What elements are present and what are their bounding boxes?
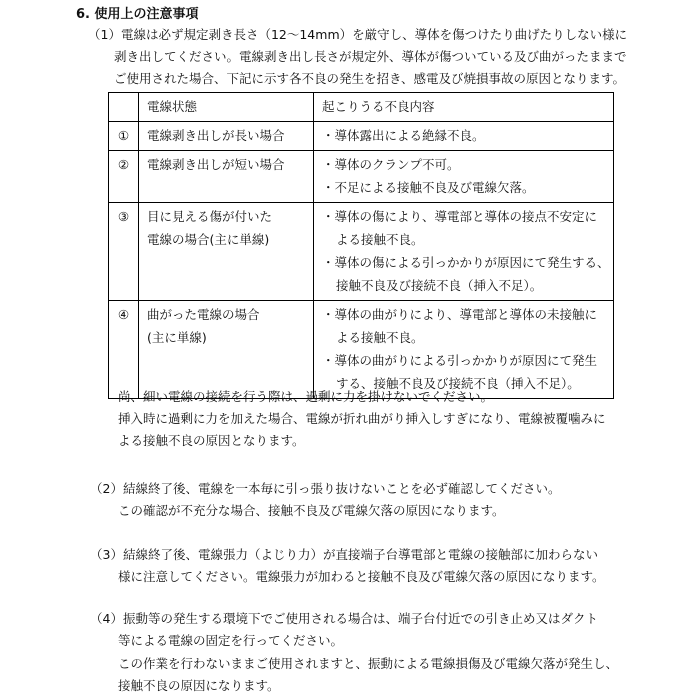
defect-line: ・導体の曲がりによる引っかかりが原因にて発生 xyxy=(322,353,598,368)
intro-line: 剥き出してください。電線剥き出し長さが規定外、導体が傷ついている及び曲がったままで xyxy=(114,49,627,64)
item-line: （3）結線終了後、電線張力（よじり力）が直接端子台導電部と電線の接触部に加わらない xyxy=(90,547,598,562)
wire-state-line: 電線剥き出しが短い場合 xyxy=(147,157,285,172)
intro-line: ご使用された場合、下記に示す各不良の発生を招き、感電及び焼損事故の原因となります。 xyxy=(114,71,626,86)
table-row xyxy=(109,122,614,151)
wire-state-line: 目に見える傷が付いた xyxy=(147,209,273,224)
defect-line-continued: 接触不良及び接続不良（挿入不足）。 xyxy=(336,278,543,293)
item-line: 等による電線の固定を行ってください。 xyxy=(118,633,344,648)
wire-state-cell xyxy=(139,151,314,203)
defect-table xyxy=(108,92,614,399)
table-row xyxy=(109,151,614,203)
row-number: ① xyxy=(109,122,139,151)
row-number: ④ xyxy=(109,301,139,399)
wire-state-cell xyxy=(139,122,314,151)
item-line: （2）結線終了後、電線を一本毎に引っ張り抜けないことを必ず確認してください。 xyxy=(90,481,561,496)
item-line: （4）振動等の発生する環境下でご使用される場合は、端子台付近での引き止め又はダクト xyxy=(90,611,598,626)
section-title: 6. 使用上の注意事項 xyxy=(76,7,199,22)
defect-cell xyxy=(314,203,614,301)
wire-state-line: 電線の場合(主に単線) xyxy=(147,232,270,247)
wire-state-line: (主に単線) xyxy=(147,330,207,345)
header-issue-cell: 起こりうる不良内容 xyxy=(314,93,614,122)
wire-state-line: 曲がった電線の場合 xyxy=(147,307,260,322)
defect-line-continued: よる接触不良。 xyxy=(336,330,424,345)
defect-line-continued: する、接触不良及び接続不良（挿入不足）。 xyxy=(336,376,580,391)
table-header-row xyxy=(109,93,614,122)
table-row xyxy=(109,203,614,301)
defect-cell xyxy=(314,151,614,203)
defect-line: ・導体のクランプ不可。 xyxy=(322,157,460,172)
defect-cell xyxy=(314,122,614,151)
item-line: 接触不良の原因になります。 xyxy=(118,678,280,693)
defect-line-continued: よる接触不良。 xyxy=(336,232,424,247)
defect-line: ・不足による接触不良及び電線欠落。 xyxy=(322,180,535,195)
wire-state-cell xyxy=(139,203,314,301)
header-state-cell: 電線状態 xyxy=(139,93,314,122)
note-line: よる接触不良の原因となります。 xyxy=(118,433,305,448)
row-number: ② xyxy=(109,151,139,203)
defect-line: ・導体の傷により、導電部と導体の接点不安定に xyxy=(322,209,598,224)
defect-line: ・導体の傷による引っかかりが原因にて発生する、 xyxy=(322,255,610,270)
item-line: 様に注意してください。電線張力が加わると接触不良及び電線欠落の原因になります。 xyxy=(118,569,605,584)
row-number: ③ xyxy=(109,203,139,301)
item-line: この作業を行わないままご使用されますと、振動による電線損傷及び電線欠落が発生し、 xyxy=(118,656,619,671)
note-line: 挿入時に過剰に力を加えた場合、電線が折れ曲がり挿入しすぎになり、電線被覆噛みに xyxy=(118,411,606,426)
item-line: この確認が不充分な場合、接触不良及び電線欠落の原因になります。 xyxy=(118,503,505,518)
header-num-cell xyxy=(109,93,139,122)
defect-line: ・導体露出による絶縁不良。 xyxy=(322,128,485,143)
wire-state-line: 電線剥き出しが長い場合 xyxy=(147,128,285,143)
defect-line: ・導体の曲がりにより、導電部と導体の未接触に xyxy=(322,307,598,322)
table-row xyxy=(109,301,614,399)
wire-state-cell xyxy=(139,301,314,399)
intro-line: （1）電線は必ず規定剥き長さ（12～14mm）を厳守し、導体を傷つけたり曲げたりしない様に xyxy=(88,27,628,42)
defect-cell xyxy=(314,301,614,399)
note-line: 尚、細い電線の接続を行う際は、過剰に力を掛けないでください。 xyxy=(118,389,494,404)
